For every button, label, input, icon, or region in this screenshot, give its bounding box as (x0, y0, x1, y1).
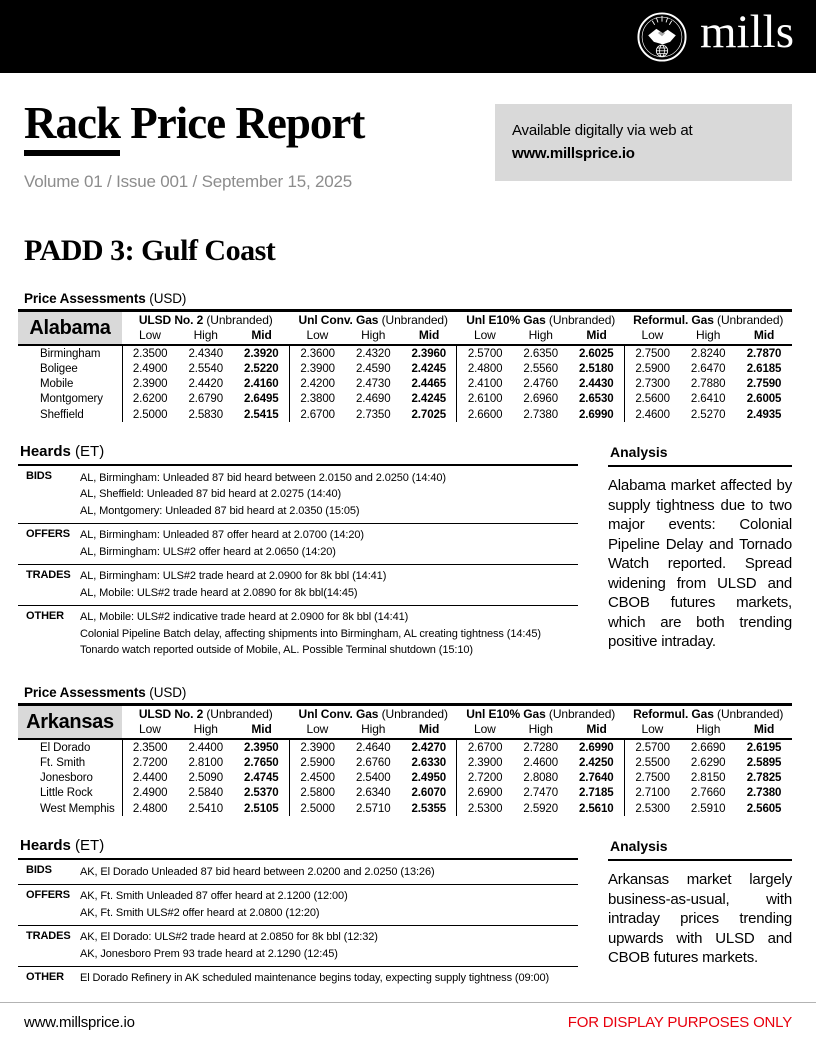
price-value: 2.7200 (122, 755, 178, 770)
price-value: 2.6350 (523, 347, 558, 360)
price-value: 2.7380 (523, 408, 558, 421)
mid-value: 2.4245 (411, 393, 447, 406)
subcolumn-header: High (178, 722, 234, 739)
mid-value: 2.7380 (746, 787, 782, 800)
mid-value: 2.7640 (579, 772, 614, 785)
price-value: 2.4400 (188, 741, 224, 754)
price-value: 2.5900 (289, 755, 345, 770)
section-title: PADD 3: Gulf Coast (24, 234, 276, 268)
subcolumn-header: Mid (736, 328, 792, 345)
subcolumn-header: Mid (569, 328, 625, 345)
timezone-label: (ET) (75, 443, 105, 461)
heards-group-label: OTHER (18, 966, 80, 990)
city-label: Little Rock (40, 787, 93, 800)
alabama-detail-row (18, 443, 792, 662)
heard-line: AK, El Dorado Unleaded 87 bid heard between 2.0200 and 2.0250 (13:26) (80, 865, 435, 878)
price-value: 2.5400 (355, 772, 391, 785)
heards-group (18, 564, 578, 605)
mid-value: 2.7185 (579, 787, 614, 800)
price-value: 2.6290 (690, 756, 726, 769)
price-value: 2.3900 (457, 755, 513, 770)
price-value: 2.5560 (523, 363, 558, 376)
price-value: 2.5700 (624, 739, 680, 755)
analysis-arkansas (608, 837, 792, 990)
price-value: 2.4800 (457, 361, 513, 376)
heard-line: AK, Ft. Smith ULS#2 offer heard at 2.0800 (12:20) (80, 906, 320, 919)
price-value: 2.4340 (188, 347, 224, 360)
price-assessments-heading (18, 291, 792, 306)
mid-value: 2.6330 (411, 756, 447, 769)
column-group-header (624, 311, 792, 329)
brand-qualifier: (Unbranded) (378, 707, 448, 722)
price-table-arkansas (18, 703, 792, 816)
product-name: Reformul. Gas (633, 313, 714, 328)
price-value: 2.7280 (523, 741, 558, 754)
price-row (18, 739, 792, 755)
column-group-header (122, 705, 289, 723)
price-assessments-arkansas (18, 685, 792, 816)
heard-line: AK, Ft. Smith Unleaded 87 offer heard at 2.1200 (12:00) (80, 890, 348, 903)
price-value: 2.6960 (523, 393, 558, 406)
title-rest: Price Report (120, 98, 365, 148)
subcolumn-header: Mid (234, 328, 290, 345)
product-name: Unl Conv. Gas (298, 313, 379, 328)
brand-qualifier: (Unbranded) (203, 313, 273, 328)
price-value: 2.8100 (188, 756, 224, 769)
price-value: 2.7880 (690, 378, 726, 391)
price-value: 2.7300 (624, 377, 680, 392)
page-footer (0, 1002, 816, 1031)
brand-qualifier: (Unbranded) (545, 313, 616, 328)
price-value: 2.5600 (624, 392, 680, 407)
heards-group-label: BIDS (26, 864, 52, 877)
subcolumn-header: Low (457, 722, 513, 739)
price-value: 2.4600 (624, 407, 680, 422)
mid-value: 2.6990 (579, 741, 614, 754)
brand-wordmark: mills (699, 6, 794, 58)
mid-value: 2.4270 (411, 741, 447, 754)
subcolumn-header: Low (122, 722, 178, 739)
subcolumn-header: High (345, 328, 401, 345)
heards-group-label: OFFERS (18, 884, 80, 925)
column-group-header (624, 705, 792, 723)
mid-value: 2.7025 (411, 408, 447, 421)
footer-url: www.millsprice.io (24, 1014, 135, 1031)
price-value: 2.3500 (122, 739, 178, 755)
mid-value: 2.4245 (411, 363, 447, 376)
price-value: 2.4730 (355, 378, 391, 391)
heards-group (18, 523, 578, 564)
mid-value: 2.5610 (579, 802, 614, 815)
heards-group (18, 966, 578, 990)
price-value: 2.6410 (690, 393, 726, 406)
product-name: Unl E10% Gas (466, 707, 546, 722)
mid-value: 2.4950 (411, 772, 447, 785)
masthead (0, 0, 816, 73)
mid-value: 2.4465 (411, 378, 447, 391)
mid-value: 2.5105 (244, 802, 279, 815)
mid-value: 2.3950 (244, 741, 279, 754)
mid-value: 2.6495 (244, 393, 279, 406)
analysis-alabama (608, 443, 792, 662)
heards-table-alabama (18, 466, 578, 662)
heards-group-lines (80, 925, 578, 966)
brand-qualifier: (Unbranded) (713, 707, 784, 722)
heards-alabama (18, 443, 578, 662)
subcolumn-header: Low (289, 722, 345, 739)
subcolumn-header: Low (122, 328, 178, 345)
price-value: 2.4800 (122, 801, 178, 816)
heards-group-label: OTHER (18, 605, 80, 662)
city-label: Sheffield (40, 408, 84, 421)
price-value: 2.5300 (457, 801, 513, 816)
price-value: 2.5920 (523, 802, 558, 815)
heard-line: AL, Mobile: ULS#2 indicative trade heard at 2.0900 for 8k bbl (14:41) (80, 611, 409, 624)
heards-group-label: BIDS (26, 470, 52, 483)
price-value: 2.4590 (355, 363, 391, 376)
city-label: Montgomery (40, 393, 103, 406)
mills-logo-icon (636, 11, 688, 63)
price-assessments-heading (18, 685, 792, 700)
price-value: 2.5000 (122, 407, 178, 422)
price-value: 2.6600 (457, 407, 513, 422)
price-row (18, 755, 792, 770)
mid-value: 2.5355 (411, 802, 447, 815)
price-value: 2.7200 (457, 771, 513, 786)
price-row (18, 786, 792, 801)
mid-value: 2.7590 (746, 378, 782, 391)
price-value: 2.4640 (355, 741, 391, 754)
price-value: 2.5500 (624, 755, 680, 770)
price-value: 2.5410 (188, 802, 224, 815)
price-row (18, 407, 792, 422)
heards-group-lines (80, 605, 578, 662)
city-label: Mobile (40, 378, 74, 391)
heards-label: Heards (20, 837, 71, 855)
heard-line: Tonardo watch reported outside of Mobile, AL. Possible Terminal shutdown (15:10) (80, 644, 473, 657)
mid-value: 2.6070 (411, 787, 447, 800)
availability-text: Available digitally via web at (512, 122, 693, 139)
price-value: 2.4900 (122, 361, 178, 376)
price-value: 2.4500 (289, 771, 345, 786)
subcolumn-header: High (680, 722, 736, 739)
title-underlined-word: Rack (24, 100, 120, 156)
price-value: 2.6700 (289, 407, 345, 422)
price-value: 2.5800 (289, 786, 345, 801)
heard-line: AL, Birmingham: Unleaded 87 offer heard at 2.0700 (14:20) (80, 529, 364, 542)
price-row (18, 361, 792, 376)
price-value: 2.4420 (188, 378, 224, 391)
heards-group (18, 884, 578, 925)
subcolumn-header: Mid (401, 328, 457, 345)
price-row (18, 345, 792, 361)
heards-group-lines (80, 860, 578, 884)
subcolumn-header: Mid (401, 722, 457, 739)
issue-line: Volume 01 / Issue 001 / September 15, 2025 (24, 172, 353, 192)
heards-label: Heards (20, 443, 71, 461)
price-value: 2.8240 (690, 347, 726, 360)
heards-group-lines (80, 466, 578, 523)
subcolumn-header: Mid (234, 722, 290, 739)
mid-value: 2.6005 (746, 393, 782, 406)
product-name: Reformul. Gas (633, 707, 714, 722)
price-value: 2.5840 (188, 787, 224, 800)
heard-line: AK, Jonesboro Prem 93 trade heard at 2.1290 (12:45) (80, 947, 338, 960)
mid-value: 2.4160 (244, 378, 279, 391)
price-value: 2.5540 (188, 363, 224, 376)
price-value: 2.8150 (690, 772, 726, 785)
heard-line: AK, El Dorado: ULS#2 trade heard at 2.0850 for 8k bbl (12:32) (80, 931, 378, 944)
price-row (18, 801, 792, 816)
mid-value: 2.6530 (579, 393, 614, 406)
price-value: 2.7500 (624, 345, 680, 361)
heards-group-label: TRADES (18, 925, 80, 966)
heards-group-lines (80, 966, 578, 990)
heards-group (18, 925, 578, 966)
price-table-alabama (18, 309, 792, 422)
price-row (18, 377, 792, 392)
currency-label: (USD) (149, 291, 187, 307)
mid-value: 2.6195 (746, 741, 782, 754)
heards-heading (18, 837, 578, 860)
mid-value: 2.4745 (244, 772, 279, 785)
mid-value: 2.5895 (746, 756, 782, 769)
mid-value: 2.5220 (244, 363, 279, 376)
subcolumn-header: Low (289, 328, 345, 345)
price-value: 2.6700 (457, 739, 513, 755)
price-assessments-label: Price Assessments (24, 685, 146, 701)
analysis-heading: Analysis (608, 443, 792, 467)
price-value: 2.6690 (690, 741, 726, 754)
mid-value: 2.3960 (411, 347, 447, 360)
price-row (18, 392, 792, 407)
city-label: West Memphis (40, 802, 115, 815)
price-row (18, 771, 792, 786)
column-group-header (289, 705, 456, 723)
brand-qualifier: (Unbranded) (203, 707, 273, 722)
price-value: 2.4760 (523, 378, 558, 391)
mid-value: 2.6025 (579, 347, 614, 360)
price-value: 2.6900 (457, 786, 513, 801)
price-value: 2.4320 (355, 347, 391, 360)
price-value: 2.5090 (188, 772, 224, 785)
price-value: 2.7350 (355, 408, 391, 421)
analysis-text: Arkansas market largely business-as-usual, with intraday prices trending upwards with ULSD and CBOB futures markets. (608, 871, 792, 967)
mid-value: 2.7650 (244, 756, 279, 769)
price-value: 2.5710 (355, 802, 391, 815)
heards-group-lines (80, 884, 578, 925)
price-value: 2.7100 (624, 786, 680, 801)
report-header (18, 100, 792, 192)
brand-qualifier: (Unbranded) (545, 707, 616, 722)
subcolumn-header: Mid (569, 722, 625, 739)
city-label: Jonesboro (40, 772, 93, 785)
city-label: El Dorado (40, 741, 91, 754)
availability-url: www.millsprice.io (512, 145, 635, 163)
price-value: 2.8080 (523, 772, 558, 785)
city-label: Ft. Smith (40, 756, 86, 769)
price-assessments-label: Price Assessments (24, 291, 146, 307)
city-label: Boligee (40, 363, 78, 376)
product-name: ULSD No. 2 (138, 313, 204, 328)
price-value: 2.3500 (122, 345, 178, 361)
mid-value: 2.6990 (579, 408, 614, 421)
subcolumn-header: Low (457, 328, 513, 345)
price-value: 2.5270 (690, 408, 726, 421)
price-value: 2.7470 (523, 787, 558, 800)
price-value: 2.6200 (122, 392, 178, 407)
availability-box (495, 104, 792, 181)
heards-group-label: TRADES (18, 564, 80, 605)
heards-group (18, 466, 578, 523)
mid-value: 2.5415 (244, 408, 279, 421)
price-value: 2.3900 (289, 739, 345, 755)
heard-line: AL, Birmingham: ULS#2 offer heard at 2.0650 (14:20) (80, 545, 336, 558)
price-value: 2.7660 (690, 787, 726, 800)
region-label: Alabama (18, 311, 122, 346)
price-value: 2.5300 (624, 801, 680, 816)
mid-value: 2.3920 (244, 347, 279, 360)
subcolumn-header: Low (624, 328, 680, 345)
subcolumn-header: Mid (736, 722, 792, 739)
mid-value: 2.6185 (746, 363, 782, 376)
price-value: 2.7500 (624, 771, 680, 786)
mid-value: 2.5370 (244, 787, 279, 800)
subcolumn-header: High (513, 722, 569, 739)
currency-label: (USD) (149, 685, 187, 701)
heards-group-lines (80, 564, 578, 605)
heard-line: El Dorado Refinery in AK scheduled maintenance begins today, expecting supply tightness (09:00) (80, 972, 550, 985)
heard-line: AL, Sheffield: Unleaded 87 bid heard at 2.0275 (14:40) (80, 488, 342, 501)
heards-group (18, 860, 578, 884)
city-label: Birmingham (40, 347, 101, 360)
subcolumn-header: Low (624, 722, 680, 739)
subcolumn-header: High (680, 328, 736, 345)
brand-qualifier: (Unbranded) (713, 313, 784, 328)
subcolumn-header: High (513, 328, 569, 345)
price-value: 2.4400 (122, 771, 178, 786)
product-name: Unl Conv. Gas (298, 707, 379, 722)
price-value: 2.3600 (289, 345, 345, 361)
price-value: 2.6790 (188, 393, 224, 406)
column-group-header (457, 705, 624, 723)
arkansas-detail-row (18, 837, 792, 990)
mid-value: 2.5180 (579, 363, 614, 376)
brand-qualifier: (Unbranded) (378, 313, 448, 328)
mid-value: 2.4250 (579, 756, 614, 769)
product-name: ULSD No. 2 (138, 707, 204, 722)
heards-arkansas (18, 837, 578, 990)
heards-group (18, 605, 578, 662)
heard-line: AL, Montgomery: Unleaded 87 bid heard at 2.0350 (15:05) (80, 504, 360, 517)
column-group-header (289, 311, 456, 329)
price-value: 2.6760 (355, 756, 391, 769)
heard-line: Colonial Pipeline Batch delay, affecting shipments into Birmingham, AL creating tightness (14:45) (80, 627, 541, 640)
price-value: 2.5900 (624, 361, 680, 376)
mid-value: 2.4430 (579, 378, 614, 391)
subcolumn-header: High (345, 722, 401, 739)
price-value: 2.6340 (355, 787, 391, 800)
heard-line: AL, Birmingham: Unleaded 87 bid heard between 2.0150 and 2.0250 (14:40) (80, 471, 446, 484)
heards-group-label: OFFERS (18, 523, 80, 564)
price-value: 2.4900 (122, 786, 178, 801)
mid-value: 2.7870 (746, 347, 782, 360)
price-assessments-alabama (18, 291, 792, 422)
timezone-label: (ET) (75, 837, 105, 855)
price-value: 2.4100 (457, 377, 513, 392)
subcolumn-header: High (178, 328, 234, 345)
price-value: 2.5830 (188, 408, 224, 421)
analysis-text: Alabama market affected by supply tightness due to two major events: Colonial Pipeline Delay and Tornado Watch reported. Spread widening from ULSD and CBOB futures markets, which are both trending positive intraday. (608, 477, 792, 651)
price-value: 2.6100 (457, 392, 513, 407)
column-group-header (457, 311, 624, 329)
analysis-heading: Analysis (608, 837, 792, 861)
price-value: 2.4600 (523, 756, 558, 769)
region-label: Arkansas (18, 705, 122, 740)
price-value: 2.5000 (289, 801, 345, 816)
display-only-notice: FOR DISPLAY PURPOSES ONLY (567, 1014, 792, 1031)
mid-value: 2.7825 (746, 772, 782, 785)
column-group-header (122, 311, 289, 329)
mid-value: 2.4935 (746, 408, 782, 421)
mid-value: 2.5605 (746, 802, 782, 815)
heard-line: AL, Mobile: ULS#2 trade heard at 2.0890 for 8k bbl(14:45) (80, 586, 358, 599)
price-value: 2.3900 (289, 361, 345, 376)
price-value: 2.5700 (457, 345, 513, 361)
product-name: Unl E10% Gas (466, 313, 546, 328)
heards-table-arkansas (18, 860, 578, 990)
price-value: 2.6470 (690, 363, 726, 376)
heard-line: AL, Birmingham: ULS#2 trade heard at 2.0900 for 8k bbl (14:41) (80, 570, 387, 583)
heards-heading (18, 443, 578, 466)
price-value: 2.5910 (690, 802, 726, 815)
price-value: 2.4690 (355, 393, 391, 406)
price-value: 2.3900 (122, 377, 178, 392)
price-value: 2.4200 (289, 377, 345, 392)
price-value: 2.3800 (289, 392, 345, 407)
heards-group-lines (80, 523, 578, 564)
